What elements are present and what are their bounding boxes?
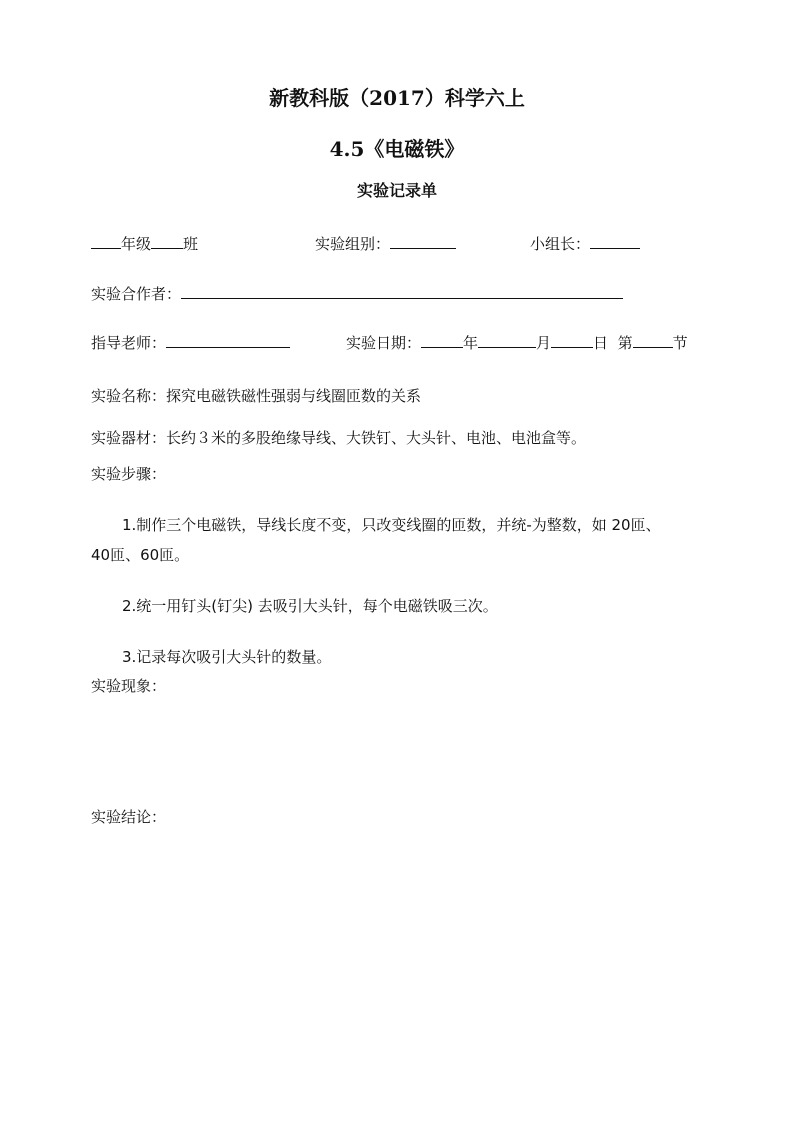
day-label: 日 [593,334,609,352]
month-blank[interactable] [478,332,536,348]
partners-label: 实验合作者： [91,285,182,303]
leader-blank[interactable] [590,233,640,249]
date-label: 实验日期： [346,334,422,352]
year-blank[interactable] [421,332,463,348]
grade-label: 年级 [121,235,152,253]
phenomenon-label: 实验现象： [91,677,167,695]
partners-blank[interactable] [181,283,623,299]
date-row [346,332,688,353]
leader-label: 小组长： [530,235,591,253]
steps-label: 实验步骤： [91,465,167,483]
teacher-label: 指导老师： [91,334,167,352]
day-blank[interactable] [551,332,593,348]
experiment-materials: 实验器材：长约３米的多股绝缘导线、大铁钉、大头针、电池、电池盒等。 [91,429,587,447]
leader-row [530,233,640,254]
year-label: 年 [463,334,479,352]
group-row [315,233,456,254]
experiment-name: 实验名称：探究电磁铁磁性强弱与线圈匝数的关系 [91,387,422,405]
period-label: 节 [672,334,688,352]
month-label: 月 [536,334,552,352]
document-title: 新教科版（2017）科学六上 [269,86,525,110]
partners-row [91,283,623,304]
class-label: 班 [183,235,199,253]
grade-class-row [91,233,198,254]
group-label: 实验组别： [315,235,391,253]
step-1-line-2: 40匝、60匝。 [91,546,190,564]
step-1-line-1: 1.制作三个电磁铁，导线长度不变，只改变线圈的匝数，并统-为整数，如 20匝、 [122,516,661,534]
period-blank[interactable] [633,332,673,348]
di-label: 第 [617,334,633,352]
teacher-row [91,332,290,353]
grade-blank[interactable] [91,233,121,249]
group-blank[interactable] [390,233,456,249]
step-2: 2.统一用钉头(钉尖) 去吸引大头针，每个电磁铁吸三次。 [122,597,498,615]
record-sheet-subtitle: 实验记录单 [356,181,437,200]
teacher-blank[interactable] [166,332,290,348]
class-blank[interactable] [151,233,183,249]
conclusion-label: 实验结论： [91,808,167,826]
lesson-title: 4.5《电磁铁》 [329,137,465,161]
step-3: 3.记录每次吸引大头针的数量。 [122,648,332,666]
